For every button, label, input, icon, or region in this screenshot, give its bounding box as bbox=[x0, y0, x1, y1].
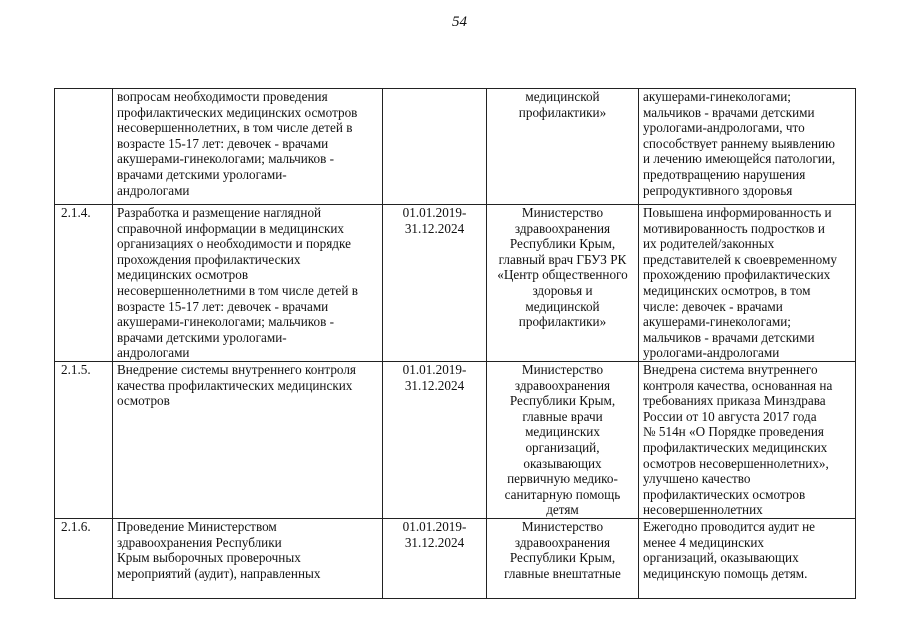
executor-cell-line: оказывающих bbox=[523, 455, 602, 471]
item-number: 2.1.6. bbox=[55, 519, 113, 599]
result-cell-line: Повышена информированность и bbox=[643, 205, 832, 220]
result-cell-line: мальчиков - врачами детскими bbox=[643, 329, 815, 345]
action-cell-line: акушерами-гинекологами; мальчиков - bbox=[117, 151, 334, 167]
result-cell-line: несовершеннолетних bbox=[643, 502, 763, 518]
executor-cell-line: главные внештатные bbox=[504, 565, 621, 581]
result-cell-line: улучшено качество bbox=[643, 471, 751, 487]
action-cell-line: мероприятий (аудит), направленных bbox=[117, 565, 321, 581]
action-cell-line: прохождения профилактических bbox=[117, 251, 301, 267]
action-cell-line: андрологами bbox=[117, 182, 190, 198]
executor-cell-line: Республики Крым, bbox=[509, 393, 616, 409]
measures-table bbox=[54, 88, 856, 599]
executor-cell-line: медицинской bbox=[525, 89, 600, 104]
result-cell bbox=[639, 519, 856, 599]
page-number: 54 bbox=[452, 14, 467, 30]
result-cell-line: их родителей/законных bbox=[643, 236, 775, 252]
period-cell bbox=[383, 89, 487, 205]
result-cell-line: контроля качества, основанная на bbox=[643, 377, 833, 393]
executor-cell-line: главные врачи bbox=[522, 408, 603, 424]
executor-cell-line: организаций, bbox=[525, 439, 600, 455]
period-cell-line: 01.01.2019- bbox=[402, 205, 467, 220]
executor-cell-line: медицинской bbox=[525, 298, 600, 314]
result-cell-line: медицинскую помощь детям. bbox=[643, 565, 808, 581]
action-cell bbox=[113, 362, 383, 519]
result-cell-line: акушерами-гинекологами; bbox=[643, 89, 791, 104]
executor-cell-line: первичную медико- bbox=[507, 471, 618, 487]
table-row bbox=[55, 519, 856, 599]
period-cell-line: 31.12.2024 bbox=[404, 220, 465, 236]
result-cell-line: менее 4 медицинских bbox=[643, 534, 765, 550]
action-cell-line: здравоохранения Республики bbox=[117, 534, 282, 550]
result-cell bbox=[639, 205, 856, 362]
executor-cell-line: детям bbox=[546, 502, 579, 518]
result-cell-line: предотвращению нарушения bbox=[643, 166, 806, 182]
result-cell-line: медицинских осмотров, в том bbox=[643, 282, 811, 298]
result-cell bbox=[639, 362, 856, 519]
action-cell-line: качества профилактических медицинских bbox=[117, 377, 353, 393]
action-cell-line: несовершеннолетними в том числе детей в bbox=[117, 282, 358, 298]
action-cell-line: Крым выборочных проверочных bbox=[117, 550, 301, 566]
result-cell-line: мотивированность подростков и bbox=[643, 220, 825, 236]
result-cell-line: осмотров несовершеннолетних», bbox=[643, 455, 829, 471]
action-cell-line: Внедрение системы внутреннего контроля bbox=[117, 362, 356, 377]
action-cell-line: врачами детскими урологами- bbox=[117, 166, 287, 182]
result-cell-line: организаций, оказывающих bbox=[643, 550, 799, 566]
result-cell-line: представителей к своевременному bbox=[643, 251, 837, 267]
action-cell-line: вопросам необходимости проведения bbox=[117, 89, 328, 104]
table-row bbox=[55, 205, 856, 362]
action-cell-line: справочной информации в медицинских bbox=[117, 220, 345, 236]
executor-cell-line: здравоохранения bbox=[514, 220, 611, 236]
executor-cell-line: санитарную помощь bbox=[504, 486, 621, 502]
executor-cell-line: профилактики» bbox=[518, 104, 607, 120]
result-cell-line: требованиях приказа Минздрава bbox=[643, 393, 826, 409]
result-cell-line: способствует раннему выявлению bbox=[643, 135, 835, 151]
result-cell-line: репродуктивного здоровья bbox=[643, 182, 793, 198]
table-row bbox=[55, 89, 856, 205]
period-cell bbox=[383, 362, 487, 519]
executor-cell-line: Республики Крым, bbox=[509, 236, 616, 252]
action-cell-line: осмотров bbox=[117, 393, 170, 409]
result-cell-line: мальчиков - врачами детскими bbox=[643, 104, 815, 120]
executor-cell-line: медицинских bbox=[525, 424, 600, 440]
action-cell-line: несовершеннолетних, в том числе детей в bbox=[117, 120, 353, 136]
executor-cell-line: главный врач ГБУЗ РК bbox=[498, 251, 627, 267]
period-cell-line: 01.01.2019- bbox=[402, 519, 467, 534]
action-cell-line: профилактических медицинских осмотров bbox=[117, 104, 358, 120]
executor-cell bbox=[487, 205, 639, 362]
action-cell-line: медицинских осмотров bbox=[117, 267, 249, 283]
executor-cell-line: здравоохранения bbox=[514, 377, 611, 393]
result-cell-line: Ежегодно проводится аудит не bbox=[643, 519, 815, 534]
executor-cell-line: Министерство bbox=[521, 519, 604, 534]
period-cell-line: 31.12.2024 bbox=[404, 534, 465, 550]
result-cell-line: урологами-андрологами, что bbox=[643, 120, 805, 136]
period-cell bbox=[383, 205, 487, 362]
result-cell-line: профилактических медицинских bbox=[643, 439, 828, 455]
period-cell bbox=[383, 519, 487, 599]
item-number: 2.1.4. bbox=[55, 205, 113, 362]
executor-cell-line: Министерство bbox=[521, 205, 604, 220]
executor-cell-line: Министерство bbox=[521, 362, 604, 377]
item-number bbox=[55, 89, 113, 205]
executor-cell-line: здравоохранения bbox=[514, 534, 611, 550]
action-cell bbox=[113, 89, 383, 205]
result-cell-line: и лечению имеющейся патологии, bbox=[643, 151, 836, 167]
executor-cell-line: «Центр общественного bbox=[497, 267, 628, 283]
period-cell-line: 31.12.2024 bbox=[404, 377, 465, 393]
action-cell bbox=[113, 205, 383, 362]
result-cell-line: № 514н «О Порядке проведения bbox=[643, 424, 824, 440]
action-cell-line: возрасте 15-17 лет: девочек - врачами bbox=[117, 298, 329, 314]
action-cell-line: Проведение Министерством bbox=[117, 519, 277, 534]
action-cell-line: организациях о необходимости и порядке bbox=[117, 236, 351, 252]
result-cell-line: прохождению профилактических bbox=[643, 267, 831, 283]
result-cell-line: акушерами-гинекологами; bbox=[643, 314, 791, 330]
period-cell-line: 01.01.2019- bbox=[402, 362, 467, 377]
item-number: 2.1.5. bbox=[55, 362, 113, 519]
executor-cell bbox=[487, 362, 639, 519]
executor-cell bbox=[487, 519, 639, 599]
executor-cell-line: профилактики» bbox=[518, 314, 607, 330]
executor-cell-line: Республики Крым, bbox=[509, 550, 616, 566]
result-cell-line: Внедрена система внутреннего bbox=[643, 362, 818, 377]
result-cell-line: числе: девочек - врачами bbox=[643, 298, 783, 314]
result-cell-line: урологами-андрологами bbox=[643, 345, 780, 361]
action-cell bbox=[113, 519, 383, 599]
table-body bbox=[55, 89, 856, 599]
result-cell-line: профилактических осмотров bbox=[643, 486, 806, 502]
action-cell-line: врачами детскими урологами- bbox=[117, 329, 287, 345]
action-cell-line: акушерами-гинекологами; мальчиков - bbox=[117, 314, 334, 330]
table-row bbox=[55, 362, 856, 519]
action-cell-line: Разработка и размещение наглядной bbox=[117, 205, 322, 220]
executor-cell-line: здоровья и bbox=[532, 282, 593, 298]
action-cell-line: возрасте 15-17 лет: девочек - врачами bbox=[117, 135, 329, 151]
executor-cell bbox=[487, 89, 639, 205]
result-cell bbox=[639, 89, 856, 205]
result-cell-line: России от 10 августа 2017 года bbox=[643, 408, 817, 424]
action-cell-line: андрологами bbox=[117, 345, 190, 361]
